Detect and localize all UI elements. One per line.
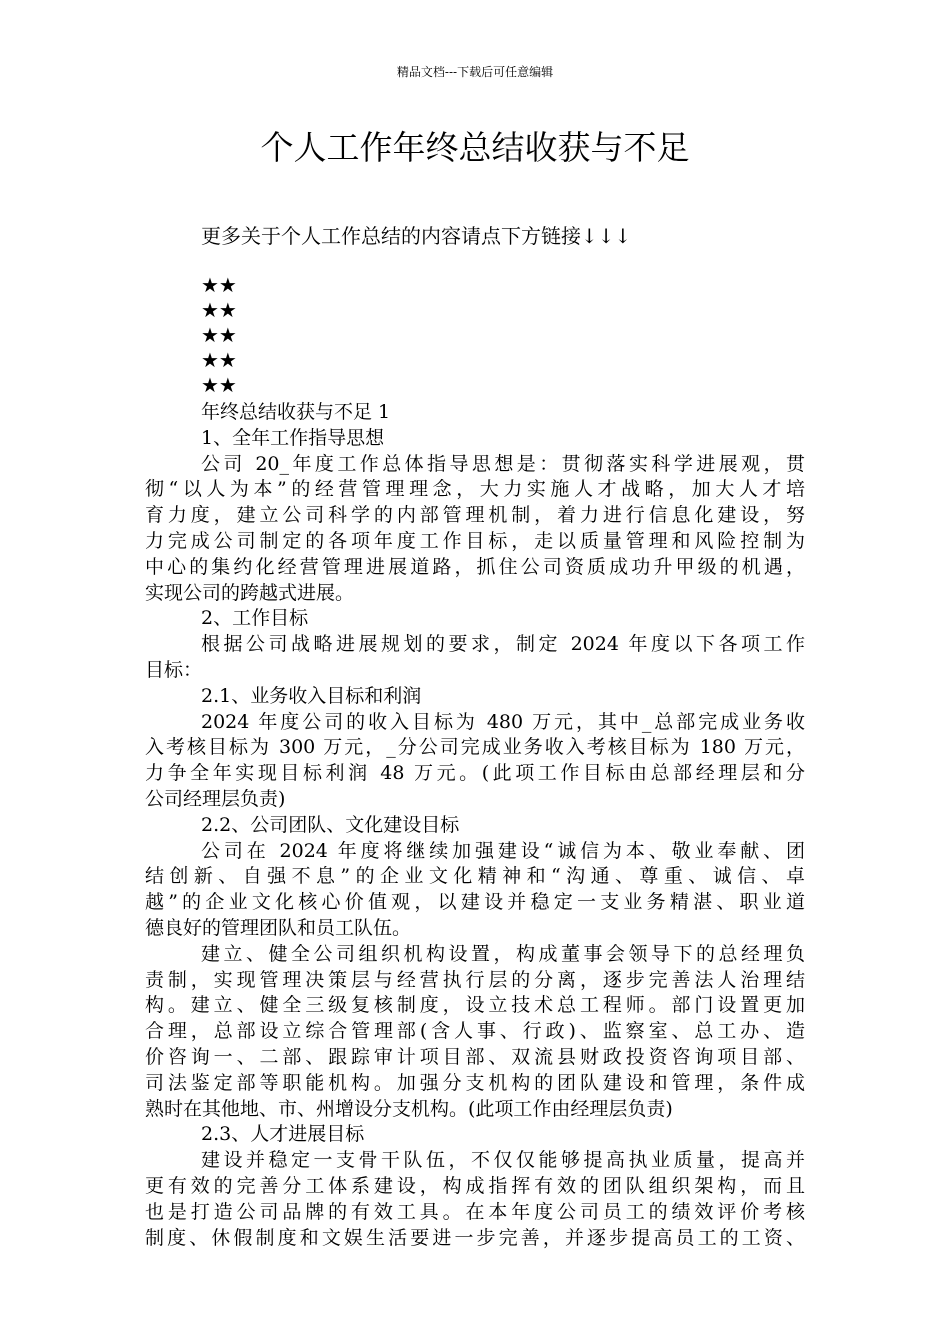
paragraph-line: 构。建立、健全三级复核制度，设立技术总工程师。部门设置更加	[145, 994, 805, 1017]
paragraph-line: 合理，总部设立综合管理部(含人事、行政)、监察室、总工办、造	[145, 1020, 805, 1043]
paragraph-line: 公司在 2024 年度将继续加强建设“诚信为本、敬业奉献、团	[201, 839, 805, 862]
section-heading: 年终总结收获与不足 1	[201, 401, 391, 423]
paragraph-line: 公司 20_年度工作总体指导思想是：贯彻落实科学进展观，贯	[201, 452, 805, 475]
paragraph-line: 结创新、自强不息”的企业文化精神和“沟通、尊重、诚信、卓	[145, 865, 805, 888]
paragraph-line: 2024 年度公司的收入目标为 480 万元，其中_总部完成业务收	[201, 710, 805, 733]
section-heading: 2、工作目标	[201, 607, 309, 630]
paragraph-line: 彻“以人为本”的经营管理理念，大力实施人才战略，加大人才培	[145, 478, 805, 501]
link-hint[interactable]: 更多关于个人工作总结的内容请点下方链接↓↓↓	[201, 224, 632, 248]
paragraph-line: 制度、休假制度和文娱生活要进一步完善，并逐步提高员工的工资、	[145, 1226, 805, 1249]
star-decoration	[201, 273, 237, 398]
paragraph-line: 建设并稳定一支骨干队伍，不仅仅能够提高执业质量，提高并	[201, 1149, 805, 1172]
header-note: 精品文档---下载后可任意编辑	[396, 65, 554, 79]
paragraph-line: 也是打造公司品牌的有效工具。在本年度公司员工的绩效评价考核	[145, 1200, 805, 1223]
paragraph-line: 更有效的完善分工体系建设，构成指挥有效的团队组织架构，而且	[145, 1174, 805, 1197]
star-row: ★★	[201, 273, 237, 297]
paragraph-line: 熟时在其他地、市、州增设分支机构。(此项工作由经理层负责)	[145, 1097, 673, 1120]
star-row: ★★	[201, 373, 237, 397]
paragraph-line: 力完成公司制定的各项年度工作目标，走以质量管理和风险控制为	[145, 529, 805, 552]
section-heading: 2.2、公司团队、文化建设目标	[201, 813, 460, 836]
paragraph-line: 目标：	[145, 658, 203, 681]
paragraph-line: 入考核目标为 300 万元，_分公司完成业务收入考核目标为 180 万元，	[145, 736, 805, 759]
paragraph-line: 价咨询一、二部、跟踪审计项目部、双流县财政投资咨询项目部、	[145, 1045, 805, 1068]
paragraph-line: 中心的集约化经营管理进展道路，抓住公司资质成功升甲级的机遇，	[145, 555, 805, 578]
paragraph-line: 责制，实现管理决策层与经营执行层的分离，逐步完善法人治理结	[145, 968, 805, 991]
star-row: ★★	[201, 323, 237, 347]
section-heading: 2.3、人才进展目标	[201, 1123, 365, 1146]
paragraph-line: 力争全年实现目标利润 48 万元。(此项工作目标由总部经理层和分	[145, 762, 805, 785]
paragraph-line: 根据公司战略进展规划的要求，制定 2024 年度以下各项工作	[201, 633, 805, 656]
section-heading: 1、全年工作指导思想	[201, 426, 385, 449]
paragraph-line: 司法鉴定部等职能机构。加强分支机构的团队建设和管理，条件成	[145, 1071, 805, 1094]
paragraph-line: 越”的企业文化核心价值观，以建设并稳定一支业务精湛、职业道	[145, 891, 805, 914]
star-row: ★★	[201, 348, 237, 372]
star-row: ★★	[201, 298, 237, 322]
paragraph-line: 育力度，建立公司科学的内部管理机制，着力进行信息化建设，努	[145, 504, 805, 527]
paragraph-line: 德良好的管理团队和员工队伍。	[145, 916, 412, 939]
document-body	[145, 400, 805, 1251]
document-title: 个人工作年终总结收获与不足	[260, 128, 690, 167]
paragraph-line: 实现公司的跨越式进展。	[145, 581, 355, 604]
section-heading: 2.1、业务收入目标和利润	[201, 684, 422, 707]
paragraph-line: 公司经理层负责)	[145, 787, 286, 810]
paragraph-line: 建立、健全公司组织机构设置，构成董事会领导下的总经理负	[201, 942, 805, 965]
